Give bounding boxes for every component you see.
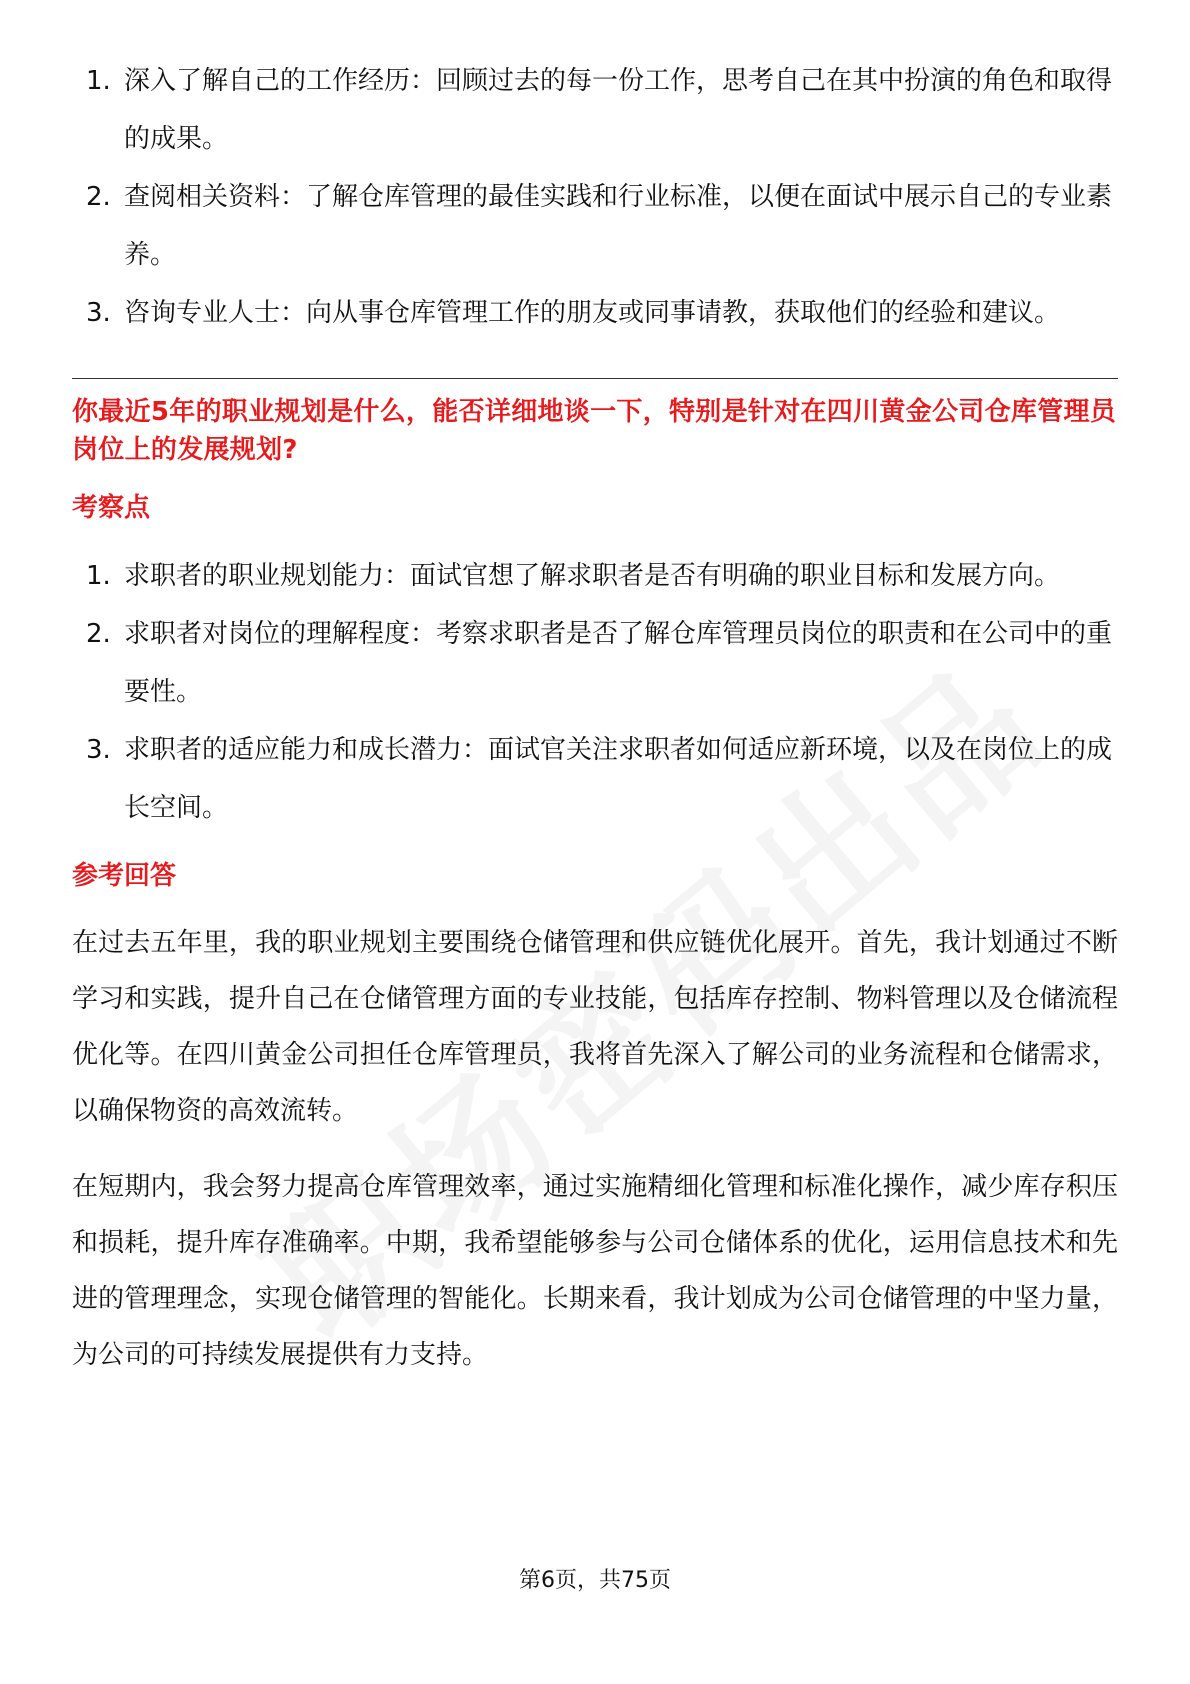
page-content [72,52,1118,1403]
list-item [72,721,1118,837]
list-item [72,52,1118,168]
list-item-number: 1. [86,561,111,591]
answer-paragraph: 在过去五年里，我的职业规划主要围绕仓储管理和供应链优化展开。首先，我计划通过不断学习和实践，提升自己在仓储管理方面的专业技能，包括库存控制、物料管理以及仓储流程优化等。在四川黄金公司担任仓库管理员，我将首先深入了解公司的业务流程和仓储需求，以确保物资的高效流转。 [72,928,1118,1126]
list-item [72,605,1118,721]
list-item-number: 2. [86,182,111,212]
section-divider [72,378,1118,379]
page-number: 第6页，共75页 [519,1568,671,1593]
kaocha-list [72,547,1118,837]
list-item-text: 求职者对岗位的理解程度：考察求职者是否了解仓库管理员岗位的职责和在公司中的重要性。 [124,619,1113,707]
list-item-text: 查阅相关资料：了解仓库管理的最佳实践和行业标准，以便在面试中展示自己的专业素养。 [124,182,1113,270]
list-item-text: 深入了解自己的工作经历：回顾过去的每一份工作，思考自己在其中扮演的角色和取得的成果。 [124,66,1113,154]
list-item [72,547,1118,605]
list-item [72,284,1118,342]
interview-question: 你最近5年的职业规划是什么，能否详细地谈一下，特别是针对在四川黄金公司仓库管理员岗位上的发展规划? [72,397,1117,465]
list-item-text: 求职者的适应能力和成长潜力：面试官关注求职者如何适应新环境，以及在岗位上的成长空间。 [124,735,1113,823]
list-item-number: 3. [86,735,111,765]
list-item-number: 1. [86,66,111,96]
list-item-text: 求职者的职业规划能力：面试官想了解求职者是否有明确的职业目标和发展方向。 [124,561,1061,591]
kaocha-title: 考察点 [72,493,151,523]
intro-list [72,52,1118,342]
answer-paragraph: 在短期内，我会努力提高仓库管理效率，通过实施精细化管理和标准化操作，减少库存积压和损耗，提升库存准确率。中期，我希望能够参与公司仓储体系的优化，运用信息技术和先进的管理理念，实现仓储管理的智能化。长期来看，我计划成为公司仓储管理的中坚力量，为公司的可持续发展提供有力支持。 [72,1172,1118,1370]
answer-title: 参考回答 [72,861,177,891]
list-item-number: 3. [86,298,111,328]
list-item-text: 咨询专业人士：向从事仓库管理工作的朋友或同事请教，获取他们的经验和建议。 [124,298,1061,328]
list-item [72,168,1118,284]
list-item-number: 2. [86,619,111,649]
